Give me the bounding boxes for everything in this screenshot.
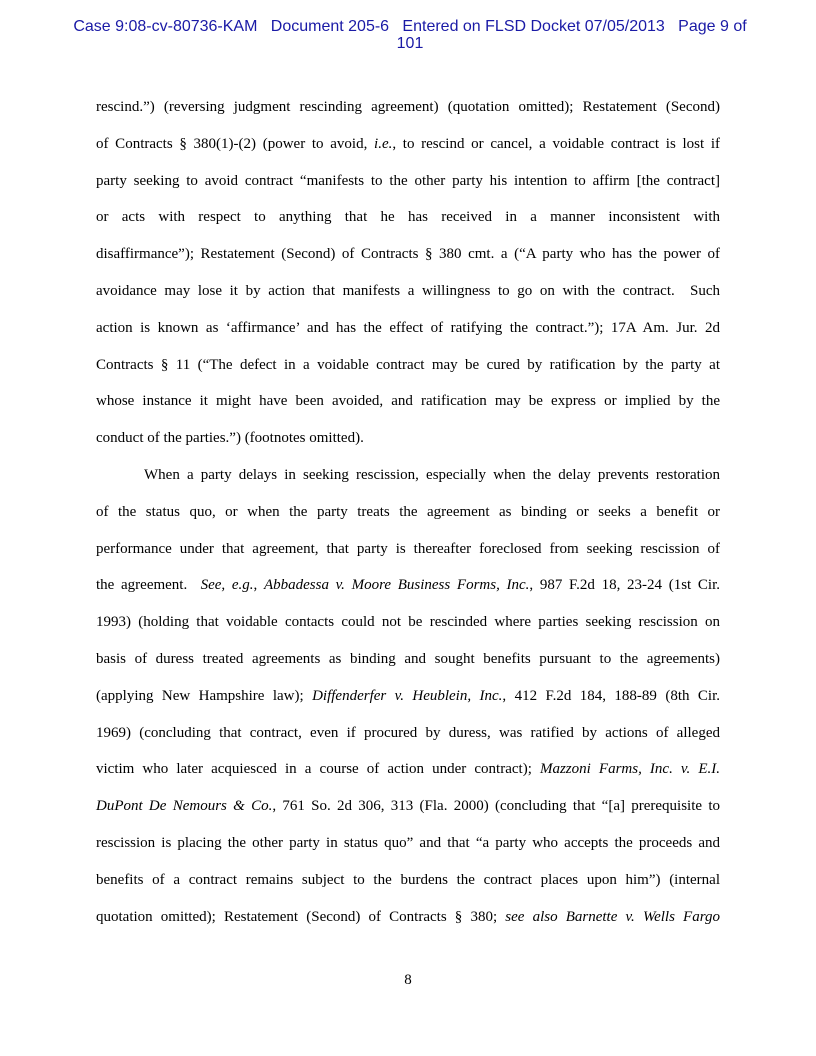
text-line [96, 163, 720, 200]
text-line [96, 273, 720, 310]
text-run: , 412 F.2d 184, 188-89 (8th Cir. [502, 687, 720, 704]
page-indicator: Page 9 of [678, 18, 747, 35]
page-total: 101 [396, 35, 424, 52]
text-run: When a party delays in seeking rescission, especially when the delay prevents restoration [144, 466, 720, 483]
text-run: avoidance may lose it by action that manifests a willingness to go on with the contract. Such [96, 282, 720, 299]
text-line [96, 383, 720, 420]
text-line [96, 420, 720, 457]
docket-entry: Entered on FLSD Docket 07/05/2013 [402, 18, 665, 35]
text-run: benefits of a contract remains subject to the burdens the contract places upon him”) (internal [96, 871, 720, 888]
text-run: quotation omitted); Restatement (Second) of Contracts § 380; [96, 908, 506, 925]
text-run: of the status quo, or when the party treats the agreement as binding or seeks a benefit or [96, 503, 720, 520]
text-line [96, 825, 720, 862]
italic-text-run: DuPont De Nemours & Co. [96, 798, 273, 815]
text-run: whose instance it might have been avoided, and ratification may be express or implied by the [96, 393, 720, 410]
text-run: basis of duress treated agreements as binding and sought benefits pursuant to the agreements) [96, 650, 720, 667]
italic-text-run: Abbadessa v. Moore Business Forms, Inc. [263, 577, 530, 594]
text-line [96, 862, 720, 899]
italic-text-run: See, e.g. [200, 577, 254, 594]
text-line [96, 236, 720, 273]
text-run: , 761 So. 2d 306, 313 (Fla. 2000) (concluding that “[a] prerequisite to [272, 798, 720, 815]
docket-header-line-1 [60, 18, 760, 35]
text-run: , to rescind or cancel, a voidable contract is lost if [392, 135, 720, 152]
text-run: party seeking to avoid contract “manifests to the other party his intention to affirm [the contract] [96, 172, 720, 189]
text-run: 1969) (concluding that contract, even if procured by duress, was ratified by actions of alleged [96, 724, 720, 741]
text-run: of Contracts § 380(1)-(2) (power to avoid, [96, 135, 375, 152]
text-run: rescind.”) (reversing judgment rescinding agreement) (quotation omitted); Restatement (Second) [96, 99, 720, 115]
text-line [96, 199, 720, 236]
italic-text-run: Diffenderfer v. Heublein, Inc. [312, 687, 503, 704]
text-line [96, 567, 720, 604]
text-line [96, 715, 720, 752]
docket-header-line-2 [60, 35, 760, 52]
text-line [96, 126, 720, 163]
text-line [96, 788, 720, 825]
document-body [96, 89, 720, 935]
text-run: , 987 F.2d 18, 23-24 (1st Cir. [529, 577, 720, 594]
text-run: Contracts § 11 (“The defect in a voidable contract may be cured by ratification by the party at [96, 356, 720, 373]
text-line [96, 604, 720, 641]
italic-text-run: Mazzoni Farms, Inc. v. E.I. [539, 761, 720, 778]
text-run: performance under that agreement, that party is thereafter foreclosed from seeking rescission of [96, 540, 720, 557]
italic-text-run: see also Barnette v. Wells Fargo [505, 908, 720, 925]
text-line [96, 899, 720, 936]
text-run: action is known as ‘affirmance’ and has the effect of ratifying the contract.”); 17A Am. Jur. 2d [96, 319, 720, 336]
text-run: victim who later acquiesced in a course of action under contract); [96, 761, 540, 778]
text-run: disaffirmance”); Restatement (Second) of Contracts § 380 cmt. a (“A party who has the power of [96, 246, 720, 263]
text-line [96, 347, 720, 384]
text-line [96, 89, 720, 126]
page-number: 8 [404, 972, 412, 988]
text-line [96, 494, 720, 531]
case-number: Case 9:08-cv-80736-KAM [73, 18, 258, 35]
text-run: , [253, 577, 264, 594]
text-run: conduct of the parties.”) (footnotes omitted). [96, 430, 364, 447]
text-run: or acts with respect to anything that he has received in a manner inconsistent with [96, 209, 720, 226]
text-line [96, 310, 720, 347]
text-run: (applying New Hampshire law); [96, 687, 313, 704]
document-number: Document 205-6 [270, 18, 390, 35]
text-line [96, 457, 720, 494]
italic-text-run: i.e. [374, 135, 393, 152]
text-line [96, 751, 720, 788]
docket-header [60, 18, 760, 52]
text-line [96, 678, 720, 715]
text-line [96, 641, 720, 678]
text-run: rescission is placing the other party in status quo” and that “a party who accepts the proceeds and [96, 834, 720, 851]
text-run: the agreement. [96, 577, 201, 594]
text-line [96, 531, 720, 568]
text-run: 1993) (holding that voidable contacts could not be rescinded where parties seeking rescission on [96, 614, 720, 631]
